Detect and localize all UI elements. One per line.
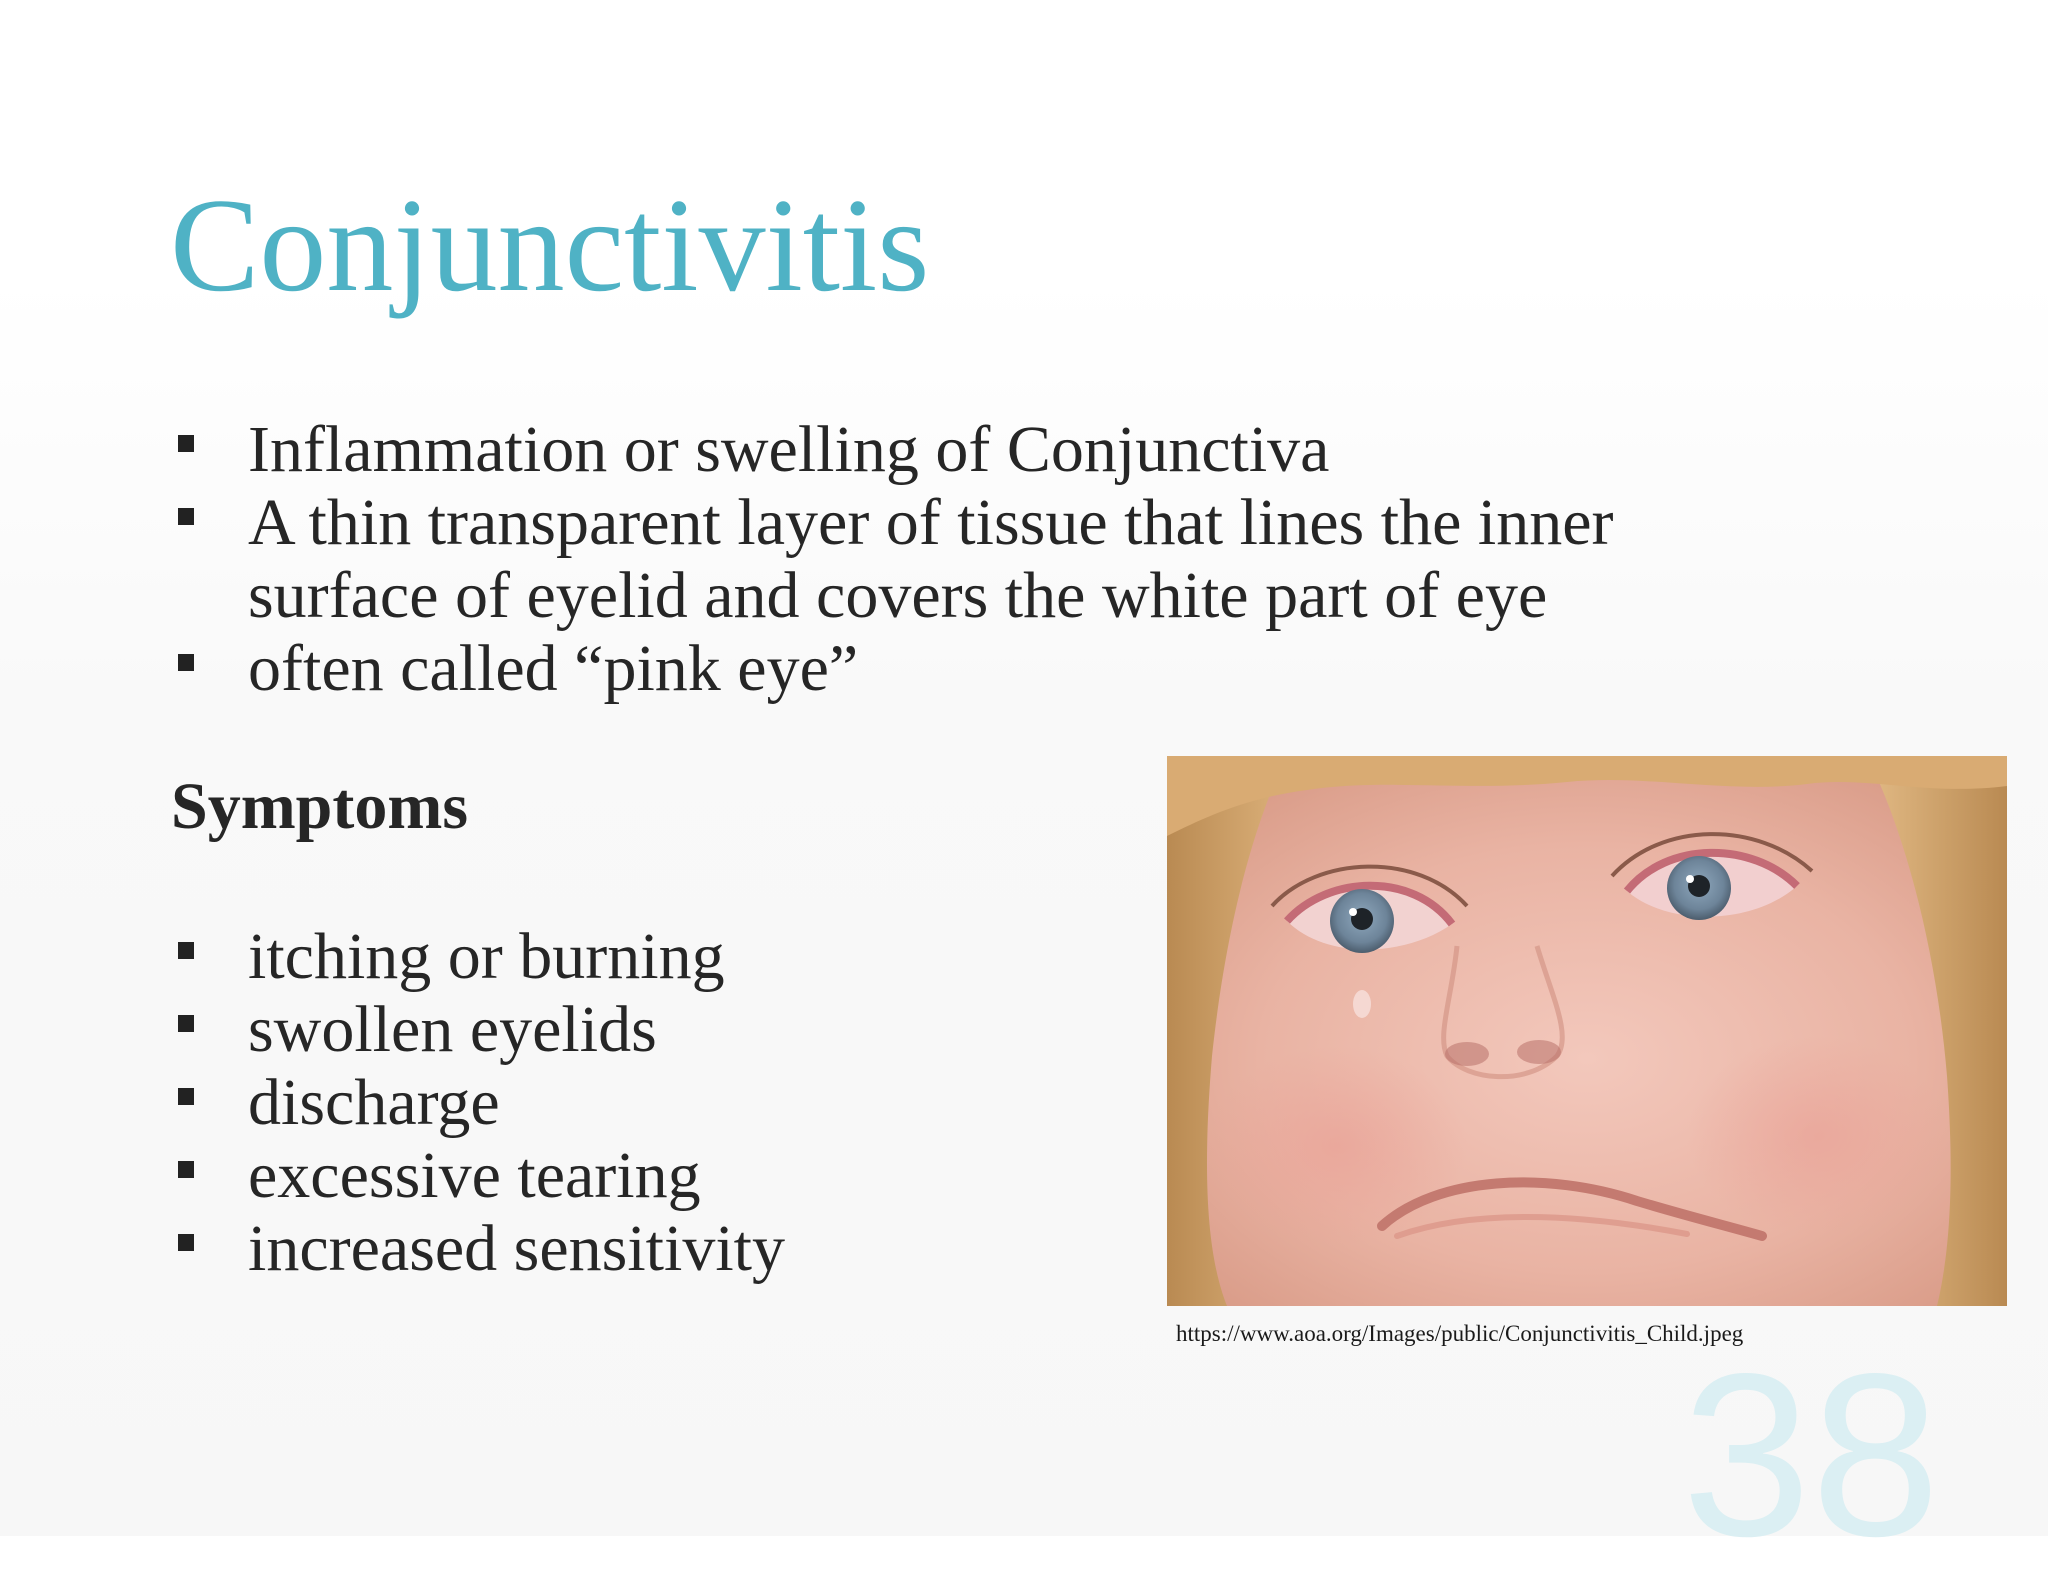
child-pink-eye-photo: [1167, 756, 2007, 1306]
symptom-item: [174, 920, 1074, 993]
square-bullet-icon: [178, 1161, 194, 1178]
symptom-text: itching or burning: [248, 920, 725, 993]
symptom-item: [174, 1212, 1074, 1285]
square-bullet-icon: [178, 942, 194, 959]
symptom-item: [174, 993, 1074, 1066]
square-bullet-icon: [178, 1015, 194, 1032]
symptoms-heading: Symptoms: [171, 770, 469, 843]
intro-bullet-item: [174, 486, 1734, 632]
slide-page-number: 38: [1682, 1326, 1941, 1585]
square-bullet-icon: [178, 435, 194, 452]
square-bullet-icon: [178, 654, 194, 671]
symptom-text: discharge: [248, 1066, 500, 1139]
square-bullet-icon: [178, 1234, 194, 1251]
intro-bullet-item: [174, 632, 1734, 705]
intro-bullet-item: [174, 413, 1734, 486]
bullet-text: often called “pink eye”: [248, 632, 859, 705]
symptom-item: [174, 1139, 1074, 1212]
symptom-text: excessive tearing: [248, 1139, 701, 1212]
square-bullet-icon: [178, 1088, 194, 1105]
image-source-caption: https://www.aoa.org/Images/public/Conjunctivitis_Child.jpeg: [1176, 1321, 1744, 1346]
bullet-text: A thin transparent layer of tissue that lines the inner surface of eyelid and covers the white part of eye: [248, 486, 1614, 632]
symptom-text: swollen eyelids: [248, 993, 657, 1066]
symptoms-bullet-list: [174, 920, 1074, 1285]
slide-title: Conjunctivitis: [170, 171, 930, 319]
symptom-text: increased sensitivity: [248, 1212, 786, 1285]
symptom-item: [174, 1066, 1074, 1139]
square-bullet-icon: [178, 508, 194, 525]
bullet-text: Inflammation or swelling of Conjunctiva: [248, 413, 1330, 486]
intro-bullet-list: [174, 413, 1734, 705]
